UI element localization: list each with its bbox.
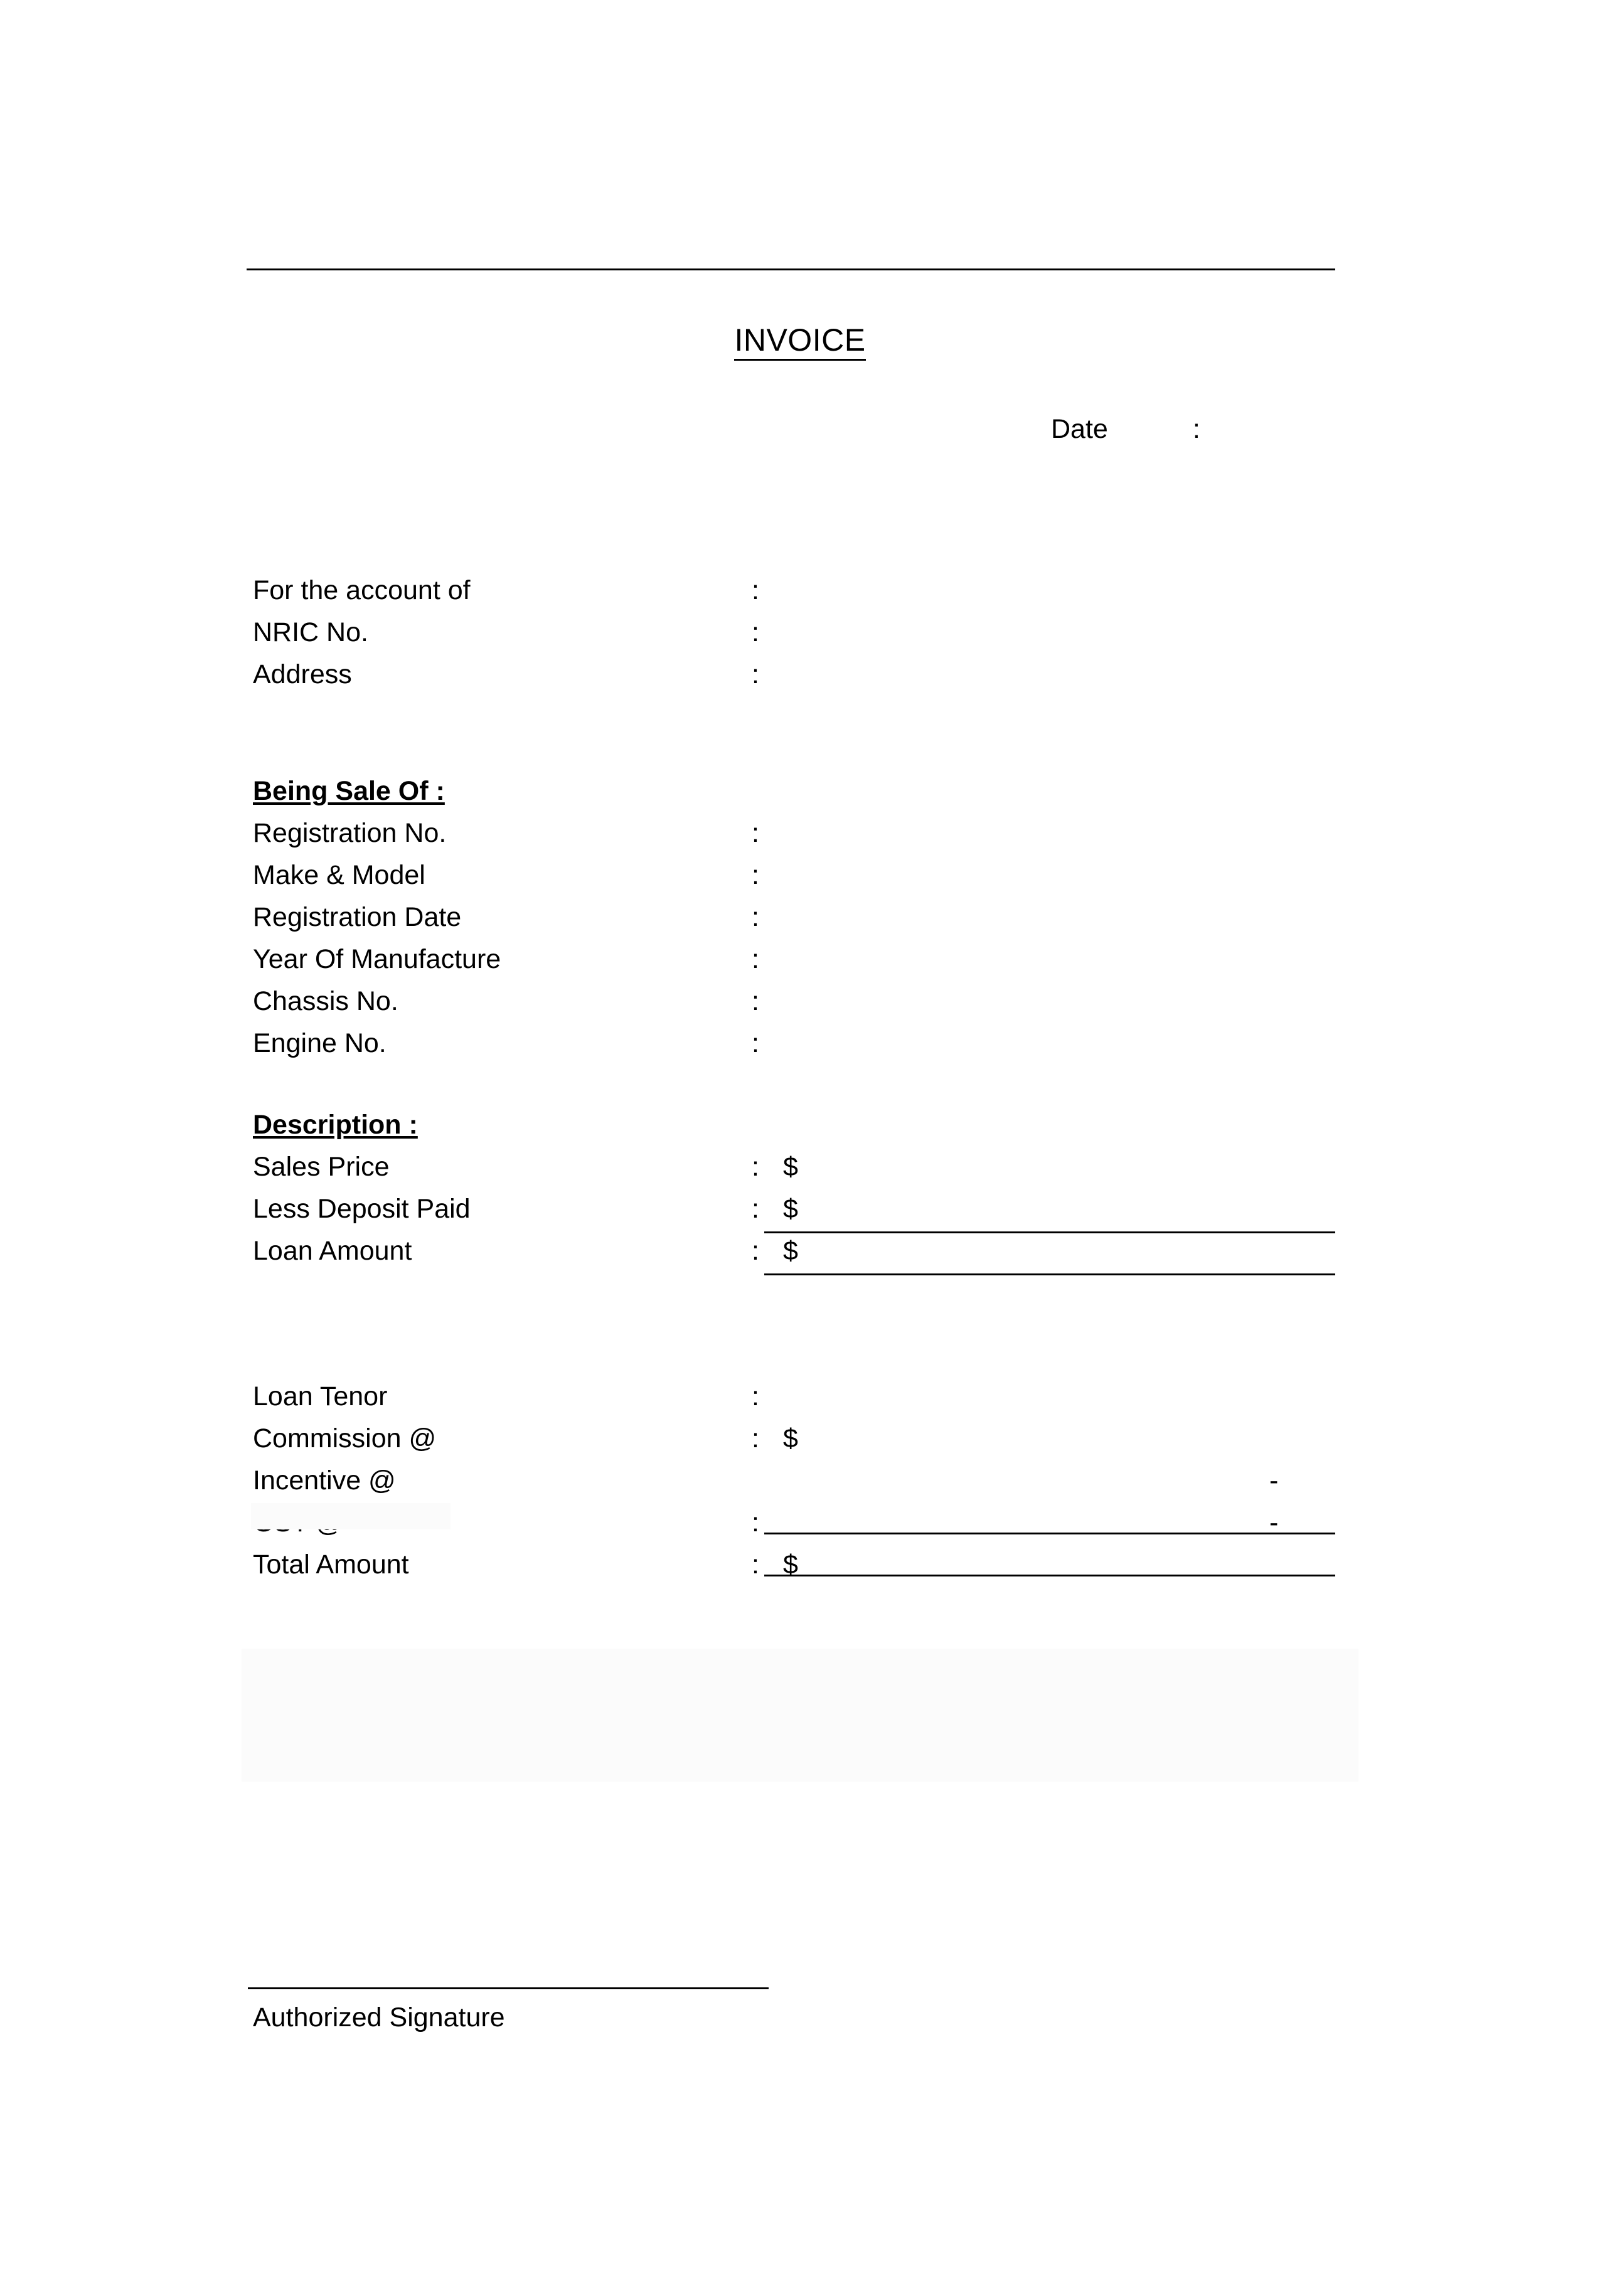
- label-year-of-manufacture: Year Of Manufacture: [253, 944, 501, 974]
- label-total-amount: Total Amount: [253, 1549, 409, 1580]
- colon-engine-no: :: [752, 1028, 759, 1058]
- date-colon: :: [1192, 414, 1200, 444]
- colon-gst: :: [752, 1507, 759, 1538]
- colon-nric-no: :: [752, 617, 759, 647]
- heading-being-sale-of: Being Sale Of :: [253, 776, 445, 806]
- page-title-text: INVOICE: [734, 322, 865, 361]
- label-chassis-no: Chassis No.: [253, 986, 398, 1016]
- rule-total-amount: [764, 1575, 1335, 1576]
- gst-highlight-artifact: [251, 1503, 451, 1529]
- currency-sales-price: $: [783, 1152, 798, 1182]
- colon-less-deposit-paid: :: [752, 1194, 759, 1224]
- colon-chassis-no: :: [752, 986, 759, 1016]
- colon-registration-no: :: [752, 818, 759, 848]
- heading-description: Description :: [253, 1110, 418, 1140]
- colon-account-name: :: [752, 575, 759, 605]
- label-registration-no: Registration No.: [253, 818, 447, 848]
- date-row: [1051, 414, 1200, 445]
- rule-less-deposit-paid: [764, 1273, 1335, 1275]
- colon-address: :: [752, 659, 759, 689]
- label-registration-date: Registration Date: [253, 902, 462, 932]
- label-incentive: Incentive @: [253, 1465, 396, 1496]
- label-loan-amount: Loan Amount: [253, 1236, 412, 1266]
- signature-label: Authorized Signature: [253, 2002, 505, 2033]
- colon-make-model: :: [752, 860, 759, 890]
- currency-commission: $: [783, 1423, 798, 1454]
- page-title: [0, 322, 1600, 358]
- colon-sales-price: :: [752, 1152, 759, 1182]
- label-address: Address: [253, 659, 352, 689]
- label-sales-price: Sales Price: [253, 1152, 390, 1182]
- colon-total-amount: :: [752, 1549, 759, 1580]
- header-divider: [247, 268, 1335, 270]
- currency-less-deposit-paid: $: [783, 1194, 798, 1224]
- label-nric-no: NRIC No.: [253, 617, 368, 647]
- label-engine-no: Engine No.: [253, 1028, 387, 1058]
- rule-gst: [764, 1533, 1335, 1534]
- colon-registration-date: :: [752, 902, 759, 932]
- value-incentive: -: [1269, 1465, 1279, 1496]
- label-make-model: Make & Model: [253, 860, 425, 890]
- currency-total-amount: $: [783, 1549, 798, 1580]
- notes-area-artifact: [242, 1649, 1358, 1782]
- label-commission: Commission @: [253, 1423, 437, 1454]
- signature-line: [248, 1987, 769, 1989]
- colon-year-of-manufacture: :: [752, 944, 759, 974]
- value-gst: -: [1269, 1507, 1279, 1538]
- label-less-deposit-paid: Less Deposit Paid: [253, 1194, 471, 1224]
- label-for-the-account-of: For the account of: [253, 575, 471, 605]
- label-loan-tenor: Loan Tenor: [253, 1381, 388, 1411]
- rule-sales-price: [764, 1231, 1335, 1233]
- colon-commission: :: [752, 1423, 759, 1454]
- colon-loan-amount: :: [752, 1236, 759, 1266]
- currency-loan-amount: $: [783, 1236, 798, 1266]
- colon-loan-tenor: :: [752, 1381, 759, 1411]
- date-label: Date: [1051, 414, 1108, 444]
